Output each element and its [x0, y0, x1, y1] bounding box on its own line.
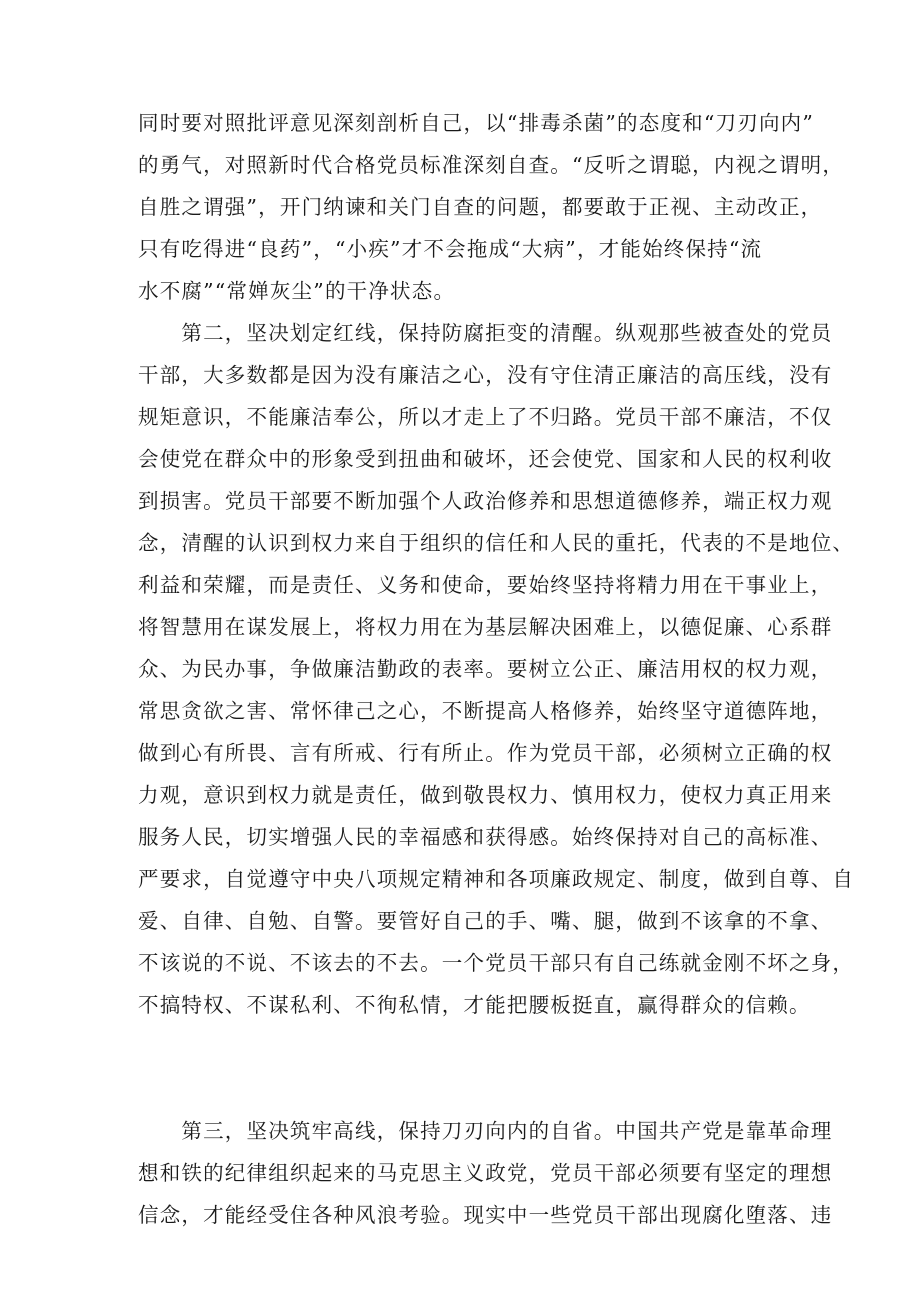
paragraph-third-point: [138, 1110, 833, 1236]
text-line: 做到心有所畏、言有所戒、行有所止。作为党员干部，必须树立正确的权: [138, 741, 833, 765]
text-line: 干部，大多数都是因为没有廉洁之心，没有守住清正廉洁的高压线，没有: [138, 363, 833, 387]
text-line: 到损害。党员干部要不断加强个人政治修养和思想道德修养，端正权力观: [138, 489, 833, 513]
text-line: [138, 1026, 798, 1068]
text-line: 严要求，自觉遵守中央八项规定精神和各项廉政规定、制度，做到自尊、自: [138, 867, 855, 891]
text-line: 第三，坚决筑牢高线，保持刀刃向内的自省。中国共产党是靠革命理: [138, 1119, 833, 1143]
text-line: 水不腐”“常婵灰尘”的干净状态。: [138, 279, 456, 303]
text-line: 力观，意识到权力就是责任，做到敬畏权力、慎用权力，使权力真正用来: [138, 783, 833, 807]
text-line: 信念，才能经受住各种风浪考验。现实中一些党员干部出现腐化堕落、违: [138, 1203, 833, 1227]
body-text: [138, 102, 855, 1236]
text-line: 不该说的不说、不该去的不去。一个党员干部只有自己练就金刚不坏之身，: [138, 951, 855, 975]
text-line: 众、为民办事，争做廉洁勤政的表率。要树立公正、廉洁用权的权力观，: [138, 657, 833, 681]
text-line: 想和铁的纪律组织起来的马克思主义政党，党员干部必须要有坚定的理想: [138, 1161, 833, 1185]
text-line: 同时要对照批评意见深刻剖析自己，以“排毒杀菌”的态度和“刀刃向内”: [138, 111, 815, 135]
text-line: 规矩意识，不能廉洁奉公，所以才走上了不归路。党员干部不廉洁，不仅: [138, 405, 833, 429]
text-line: 常思贪欲之害、常怀律己之心，不断提高人格修养，始终坚守道德阵地，: [138, 699, 833, 723]
text-line: 只有吃得进“良药”，“小疾”才不会拖成“大病”，才能始终保持“流: [138, 237, 763, 261]
text-line: 自胜之谓强”，开门纳谏和关门自查的问题，都要敢于正视、主动改正，: [138, 195, 823, 219]
text-line: [138, 1068, 798, 1110]
text-line: 会使党在群众中的形象受到扭曲和破坏，还会使党、国家和人民的权利收: [138, 447, 833, 471]
paragraph-second-point: [138, 312, 855, 1110]
text-line: 第二，坚决划定红线，保持防腐拒变的清醒。纵观那些被查处的党员: [138, 321, 833, 345]
paragraph-continuation: [138, 102, 845, 312]
text-line: 将智慧用在谋发展上，将权力用在为基层解决困难上，以德促廉、心系群: [138, 615, 833, 639]
text-line: 不搞特权、不谋私利、不徇私情，才能把腰板挺直，赢得群众的信赖。: [138, 993, 811, 1017]
text-line: 利益和荣耀，而是责任、义务和使命，要始终坚持将精力用在干事业上，: [138, 573, 833, 597]
text-line: 念，清醒的认识到权力来自于组织的信任和人民的重托，代表的不是地位、: [138, 531, 855, 555]
text-line: 爱、自律、自勉、自警。要管好自己的手、嘴、腿，做到不该拿的不拿、: [138, 909, 833, 933]
text-line: 服务人民，切实增强人民的幸福感和获得感。始终保持对自己的高标准、: [138, 825, 833, 849]
text-line: 的勇气，对照新时代合格党员标准深刻自查。“反听之谓聪，内视之谓明，: [138, 153, 845, 177]
